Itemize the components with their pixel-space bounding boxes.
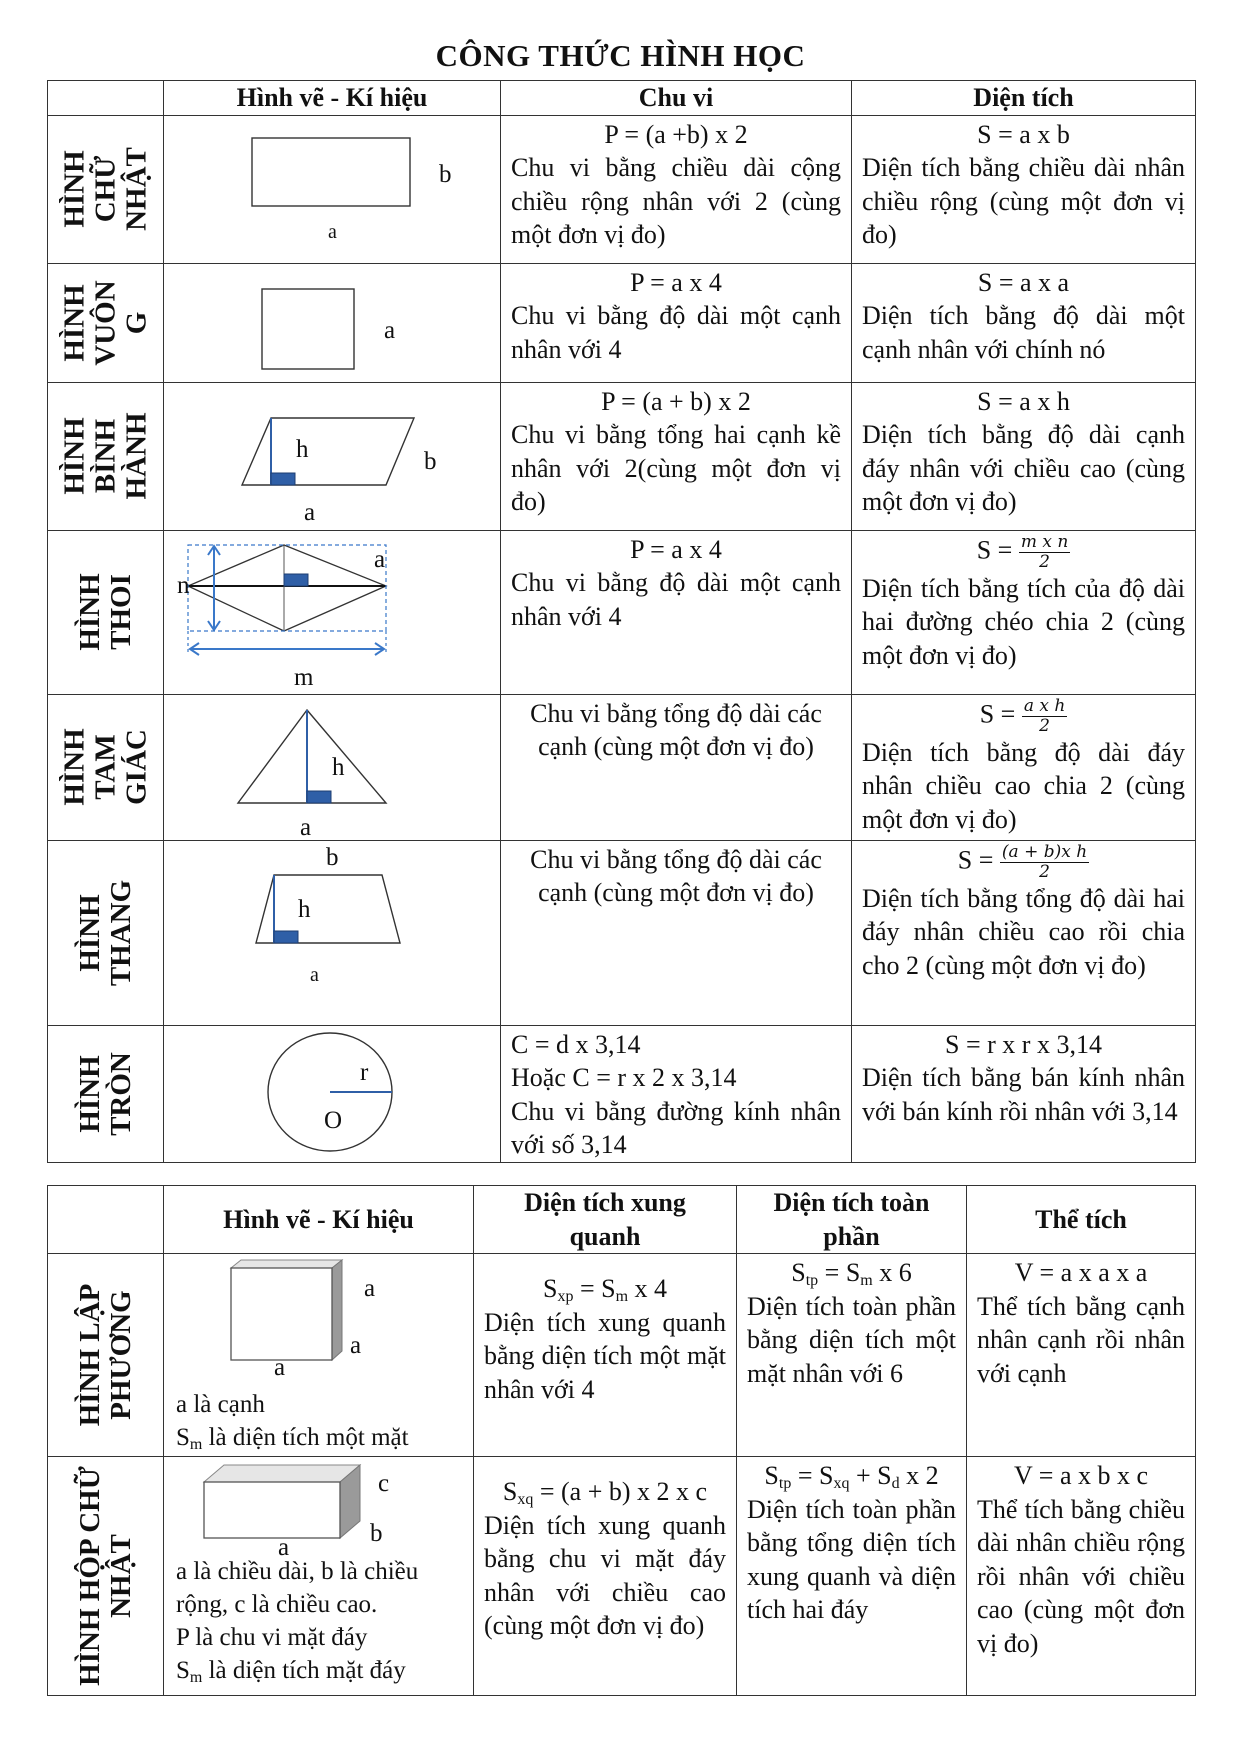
header-area: Diện tích [852,81,1196,116]
shape-name: HÌNH TAM GIÁC [58,728,152,806]
table-row-parallelogram [48,382,1196,530]
header-total-area: Diện tích toàn phần [737,1186,967,1254]
subscript: tp [805,1272,819,1289]
label-center-o: O [324,1106,343,1134]
figure-cell [164,1254,474,1457]
shape-name-cell [48,1254,164,1457]
label-a: a [310,963,319,986]
perimeter-formula: P = a x 4 [630,267,722,297]
symbol-s: S [176,1657,190,1684]
figure-cell [164,1457,474,1696]
header-empty [48,1186,164,1254]
symbol-s: S [791,1258,806,1287]
label-a: a [384,316,396,344]
label-a-side: a [350,1332,362,1359]
formula-part: x 4 [628,1274,668,1303]
area-desc: Diện tích bằng độ dài cạnh đáy nhân với chiều cao (cùng một đơn vị đo) [862,420,1185,516]
shape-name-cell [48,1457,164,1696]
volume-desc: Thể tích bằng chiều dài nhân chiều rộng rồi nhân với chiều cao (cùng một đơn vị đo) [977,1494,1185,1658]
subscript: xp [557,1288,574,1305]
label-m: m [294,663,314,691]
shape-name-cell [48,263,164,382]
fraction-numerator: a x h [1023,695,1066,716]
note-text: là diện tích mặt đáy [202,1657,406,1684]
header-figure: Hình vẽ - Kí hiệu [164,81,501,116]
shape-name: HÌNH THOI [73,573,137,651]
shape-name: HÌNH CHỮ NHẬT [58,147,152,231]
area-desc: Diện tích bằng bán kính nhân với bán kính rồi nhân với 3,14 [862,1063,1185,1126]
area-fraction [1022,697,1067,736]
figure-cell [164,115,501,263]
area-formula: S = a x h [977,386,1070,416]
label-b: b [370,1520,383,1547]
area-cell [852,263,1196,382]
figure-cell [164,1025,501,1162]
fraction-numerator: m x n [1020,531,1069,552]
shape-name: HÌNH THANG [73,879,137,986]
label-h: h [296,435,309,463]
volume-cell [967,1254,1196,1457]
volume-desc: Thể tích bằng cạnh nhân cạnh rồi nhân với cạnh [977,1291,1185,1388]
table-header-row [48,1186,1196,1254]
table-row-square [48,263,1196,382]
label-a-top: a [364,1275,376,1302]
label-c: c [378,1470,390,1497]
solid-shapes-table [47,1185,1196,1696]
label-a-bottom: a [274,1354,286,1381]
perimeter-formula-2: Hoặc C = r x 2 x 3,14 [511,1063,737,1092]
table-row-trapezoid [48,840,1196,1025]
perimeter-formula: P = a x 4 [630,534,722,564]
formula-part: = S [818,1258,861,1287]
perimeter-cell [501,840,852,1025]
table-row-rectangle [48,115,1196,263]
area-formula: S = a x a [977,267,1070,297]
lateral-desc: Diện tích xung quanh bằng chu vi mặt đáy nhân với chiều cao (cùng một đơn vị đo) [484,1510,726,1640]
label-h: h [298,895,311,923]
parallelogram-figure [164,383,501,531]
perimeter-desc: Chu vi bằng chiều dài cộng chiều rộng nhân với 2 (cùng một đơn vị đo) [511,153,841,249]
subscript: m [189,1436,203,1453]
table-row-rectangular-box [48,1457,1196,1696]
total-desc: Diện tích toàn phần bằng tổng diện tích xung quanh và diện tích hai đáy [747,1494,956,1624]
lateral-formula [484,1272,726,1306]
label-r: r [360,1058,369,1086]
plane-shapes-table [47,80,1196,1163]
label-b: b [326,843,339,871]
shape-name-cell [48,115,164,263]
table-row-cube [48,1254,1196,1457]
area-fraction [1000,843,1089,882]
note-face-area [176,1421,409,1454]
note-edge: a là cạnh [176,1391,265,1418]
area-cell [852,530,1196,694]
formula-part: = S [791,1461,834,1490]
total-formula [747,1459,956,1493]
lateral-area-cell [474,1254,737,1457]
header-lateral-area: Diện tích xung quanh [474,1186,737,1254]
lateral-area-cell [474,1457,737,1696]
subscript: tp [778,1475,792,1492]
lateral-formula [484,1475,726,1509]
formula-part: x 2 [899,1461,939,1490]
formula-part: + S [849,1461,892,1490]
subscript: d [891,1475,900,1492]
circle-figure [164,1026,501,1160]
perimeter-cell [501,1025,852,1162]
fraction-denominator: 2 [1039,551,1050,572]
figure-cell [164,694,501,840]
perimeter-formula: P = (a +b) x 2 [604,119,748,149]
label-a: a [374,545,386,573]
note-perimeter: P là chu vi mặt đáy [176,1624,368,1651]
formula-part: x 6 [872,1258,912,1287]
fraction-denominator: 2 [1039,861,1050,882]
area-desc: Diện tích bằng độ dài đáy nhân chiều cao chia 2 (cùng một đơn vị đo) [862,737,1185,834]
formula-part: = (a + b) x 2 x c [533,1477,708,1506]
subscript: m [860,1272,873,1289]
shape-name-cell [48,840,164,1025]
total-area-cell [737,1457,967,1696]
shape-name-cell [48,1025,164,1162]
area-cell [852,382,1196,530]
header-empty [48,81,164,116]
subscript: xq [833,1475,850,1492]
lateral-desc: Diện tích xung quanh bằng diện tích một mặt nhân với 4 [484,1307,726,1404]
area-formula: S = a x b [977,119,1070,149]
symbol-s: S [502,1477,518,1506]
shape-name-cell [48,382,164,530]
note-text: là diện tích một mặt [202,1424,409,1451]
total-desc: Diện tích toàn phần bằng diện tích một mặt nhân với 6 [747,1291,956,1388]
area-prefix: S = [976,534,1013,564]
perimeter-formula: P = (a + b) x 2 [601,386,751,416]
area-cell [852,115,1196,263]
table-row-circle [48,1025,1196,1162]
figure-cell [164,263,501,382]
fraction-numerator: (a + b)x h [1001,841,1088,862]
label-n: n [177,571,190,599]
shape-name-cell [48,694,164,840]
figure-cell [164,382,501,530]
area-prefix: S = [957,844,994,874]
fraction-denominator: 2 [1039,715,1050,736]
perimeter-desc: Chu vi bằng đường kính nhân với số 3,14 [511,1096,841,1159]
subscript: m [615,1288,629,1305]
page-title: CÔNG THỨC HÌNH HỌC [435,38,806,73]
area-desc: Diện tích bằng chiều dài nhân chiều rộng (cùng một đơn vị đo) [862,153,1185,249]
perimeter-cell [501,694,852,840]
label-h: h [332,753,345,781]
shape-name: HÌNH TRÒN [73,1051,137,1136]
label-b: b [439,160,452,188]
label-a: a [328,220,337,243]
table-row-triangle [48,694,1196,840]
total-area-cell [737,1254,967,1457]
formula-part: = S [573,1274,616,1303]
shape-name-cell [48,530,164,694]
header-volume: Thể tích [967,1186,1196,1254]
volume-cell [967,1457,1196,1696]
square-figure [164,264,501,383]
area-prefix: S = [979,698,1016,728]
area-formula: S = r x r x 3,14 [945,1029,1102,1059]
note-dimensions: a là chiều dài, b là chiều rộng, c là chiều cao. [176,1558,419,1618]
rhombus-figure [164,531,501,695]
symbol-s: S [542,1274,558,1303]
shape-name: HÌNH BÌNH HÀNH [58,412,152,500]
figure-cell [164,530,501,694]
note-base-area [176,1654,466,1687]
perimeter-desc: Chu vi bằng độ dài một cạnh nhân với 4 [511,301,841,364]
area-cell [852,1025,1196,1162]
figure-cell [164,840,501,1025]
perimeter-cell [501,382,852,530]
shape-name: HÌNH VUÔN G [58,279,152,366]
header-perimeter: Chu vi [501,81,852,116]
symbol-s: S [764,1461,779,1490]
area-cell [852,694,1196,840]
perimeter-desc: Chu vi bằng độ dài một cạnh nhân với 4 [511,568,841,631]
perimeter-desc: Chu vi bằng tổng hai cạnh kề nhân với 2(cùng một đơn vị đo) [511,420,841,516]
label-a: a [278,1534,290,1561]
area-cell [852,840,1196,1025]
perimeter-cell [501,263,852,382]
area-formula [862,843,1185,882]
perimeter-desc: Chu vi bằng tổng độ dài các cạnh (cùng một đơn vị đo) [530,698,822,761]
perimeter-cell [501,530,852,694]
area-formula [862,533,1185,572]
label-a: a [304,498,316,526]
cube-notes [176,1388,409,1454]
area-desc: Diện tích bằng tích của độ dài hai đường chéo chia 2 (cùng một đơn vị đo) [862,573,1185,670]
symbol-s: S [176,1424,190,1451]
subscript: xq [517,1491,534,1508]
area-formula [862,697,1185,736]
area-desc: Diện tích bằng độ dài một cạnh nhân với chính nó [862,301,1185,364]
table-header-row [48,81,1196,116]
shape-name: HÌNH LẬP PHƯƠNG [73,1283,137,1427]
perimeter-desc: Chu vi bằng tổng độ dài các cạnh (cùng một đơn vị đo) [530,844,822,907]
area-desc: Diện tích bằng tổng độ dài hai đáy nhân chiều cao rồi chia cho 2 (cùng một đơn vị đo) [862,883,1185,980]
box-notes [176,1555,466,1687]
volume-formula: V = a x b x c [1013,1461,1149,1490]
label-a: a [300,813,312,841]
shape-name: HÌNH HỘP CHỮ NHẬT [73,1466,137,1686]
volume-formula: V = a x a x a [1014,1258,1148,1287]
perimeter-formula-1: C = d x 3,14 [511,1029,641,1059]
subscript: m [189,1669,203,1686]
header-figure: Hình vẽ - Kí hiệu [164,1186,474,1254]
table-row-rhombus [48,530,1196,694]
perimeter-cell [501,115,852,263]
area-fraction [1019,533,1070,572]
total-formula [747,1256,956,1290]
label-b: b [424,447,437,475]
